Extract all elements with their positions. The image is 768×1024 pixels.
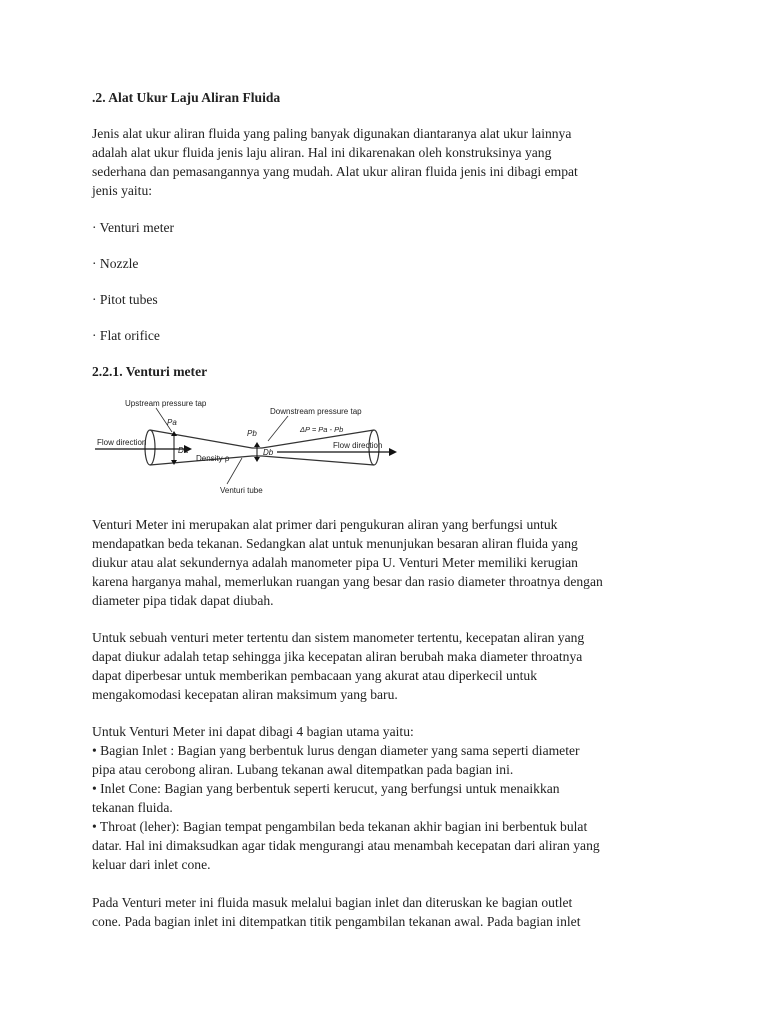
text-line: pipa atau cerobong aliran. Lubang tekanan awal ditempatkan pada bagian ini.: [92, 762, 514, 777]
text-line: diameter pipa tidak dapat diubah.: [92, 593, 274, 608]
text-line: cone. Pada bagian inlet ini ditempatkan titik pengambilan tekanan awal. Pada bagian inlet: [92, 914, 581, 929]
list-item-part: [92, 741, 692, 779]
paragraph-3: [92, 722, 692, 874]
text-line: dapat diukur adalah tetap sehingga jika kecepatan aliran berubah maka diameter throatnya: [92, 649, 583, 664]
list-item-pitot: · Pitot tubes: [92, 292, 158, 307]
text-line: dapat diperbesar untuk memberikan pembacaan yang akurat atau diperkecil untuk: [92, 668, 538, 683]
text-line: mengakomodasi kecepatan aliran maksimum yang baru.: [92, 687, 398, 702]
text-line: diukur atau alat sekundernya adalah manometer pipa U. Venturi Meter memiliki kerugian: [92, 555, 578, 570]
label-flow-right: Flow direction: [333, 441, 383, 450]
label-pa: Pa: [167, 418, 177, 427]
list-item-nozzle: · Nozzle: [92, 256, 139, 271]
text-line: • Bagian Inlet : Bagian yang berbentuk lurus dengan diameter yang sama seperti diameter: [92, 743, 580, 758]
text-line: Untuk sebuah venturi meter tertentu dan sistem manometer tertentu, kecepatan aliran yang: [92, 630, 585, 645]
paragraph-4: [92, 893, 692, 931]
paragraph-2: [92, 628, 692, 704]
label-venturi-tube: Venturi tube: [220, 486, 263, 495]
text-line: datar. Hal ini dimaksudkan agar tidak mengurangi atau menambah kecepatan dari aliran yang: [92, 838, 600, 853]
text-line: • Inlet Cone: Bagian yang berbentuk seperti kerucut, yang berfungsi untuk menaikkan: [92, 781, 560, 796]
subsection-heading: 2.2.1. Venturi meter: [92, 364, 208, 379]
label-upstream: Upstream pressure tap: [125, 399, 207, 408]
intro-paragraph: [92, 124, 692, 200]
list-item-venturi: · Venturi meter: [92, 220, 175, 235]
text-line: jenis yaitu:: [92, 183, 153, 198]
label-delta-p: ΔP = Pa - Pb: [300, 425, 344, 434]
section-heading: .2. Alat Ukur Laju Aliran Fluida: [92, 90, 281, 105]
text-line: Pada Venturi meter ini fluida masuk melalui bagian inlet dan diteruskan ke bagian outlet: [92, 895, 573, 910]
text-line: mendapatkan beda tekanan. Sedangkan alat untuk menunjukan besaran aliran fluida yang: [92, 536, 578, 551]
text-line: Untuk Venturi Meter ini dapat dibagi 4 bagian utama yaitu:: [92, 724, 414, 739]
paragraph-1: [92, 515, 692, 610]
label-da: Da: [178, 446, 189, 455]
list-item-part: [92, 817, 692, 874]
text-line: Jenis alat ukur aliran fluida yang paling banyak digunakan diantaranya alat ukur lainnya: [92, 126, 572, 141]
label-density: Density ρ: [196, 454, 230, 463]
list-item-orifice: · Flat orifice: [92, 328, 160, 343]
text-line: Venturi Meter ini merupakan alat primer dari pengukuran aliran yang berfungsi untuk: [92, 517, 558, 532]
text-line: keluar dari inlet cone.: [92, 857, 211, 872]
list-item-part: [92, 779, 692, 817]
label-pb: Pb: [247, 429, 257, 438]
label-db: Db: [263, 448, 274, 457]
text-line: adalah alat ukur fluida jenis laju aliran. Hal ini dikarenakan oleh konstruksinya yang: [92, 145, 552, 160]
label-flow-left: Flow direction: [97, 438, 147, 447]
venturi-meter-diagram: [92, 394, 410, 498]
label-downstream: Downstream pressure tap: [270, 407, 362, 416]
text-line: karena harganya mahal, memerlukan ruangan yang besar dan rasio diameter throatnya dengan: [92, 574, 603, 589]
text-line: • Throat (leher): Bagian tempat pengambilan beda tekanan akhir bagian ini berbentuk bulat: [92, 819, 588, 834]
text-line: tekanan fluida.: [92, 800, 173, 815]
text-line: sederhana dan pemasangannya yang mudah. Alat ukur aliran fluida jenis ini dibagi empat: [92, 164, 578, 179]
